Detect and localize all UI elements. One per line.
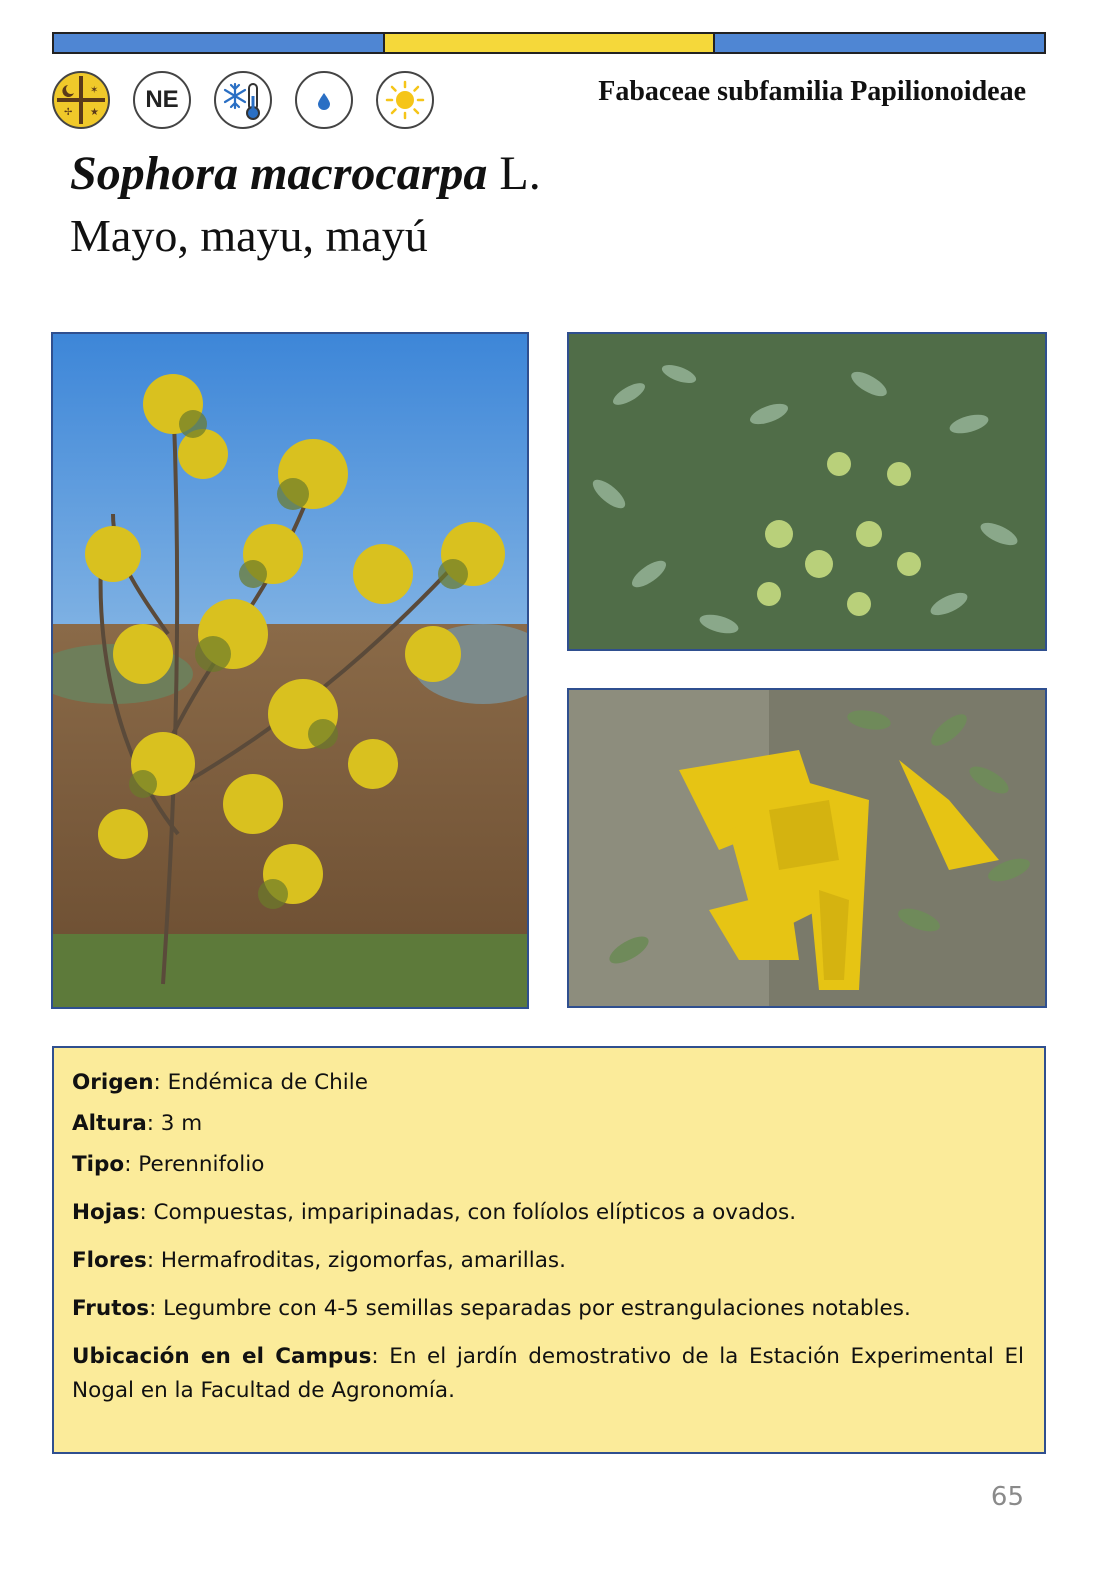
flowers-closeup-photo xyxy=(567,688,1047,1008)
color-bar-segment xyxy=(713,34,1044,52)
svg-text:✢: ✢ xyxy=(64,107,73,118)
info-altura xyxy=(72,1107,1024,1141)
info-label: Origen xyxy=(72,1070,154,1095)
species-info-box xyxy=(52,1046,1046,1454)
info-value: : Legumbre con 4-5 semillas separadas por estrangulaciones notables. xyxy=(149,1296,911,1321)
info-value: : En el jardín demostrativo de la Estación Experimental El Nogal en la Facultad de Agronomía. xyxy=(72,1344,1025,1403)
svg-text:✶: ✶ xyxy=(90,85,99,96)
info-label: Flores xyxy=(72,1248,147,1273)
info-tipo xyxy=(72,1148,1024,1182)
info-origen xyxy=(72,1066,1024,1100)
author-abbreviation: L. xyxy=(487,147,541,200)
color-bar-segment xyxy=(54,34,383,52)
info-value: : Perennifolio xyxy=(124,1152,265,1177)
conservation-status-label: NE xyxy=(145,86,179,113)
shrub-photo xyxy=(51,332,529,1009)
svg-text:★: ★ xyxy=(90,107,99,118)
family-heading: Fabaceae subfamilia Papilionoideae xyxy=(598,76,1026,107)
info-value: : Endémica de Chile xyxy=(153,1070,368,1095)
common-names: Mayo, mayu, mayú xyxy=(70,210,428,261)
water-drop-icon xyxy=(295,71,353,129)
icon-row xyxy=(52,70,457,130)
page-number: 65 xyxy=(990,1482,1024,1512)
info-label: Altura xyxy=(72,1111,147,1136)
conservation-status-badge xyxy=(133,71,191,129)
frost-tolerance-icon xyxy=(214,71,272,129)
info-value: : 3 m xyxy=(146,1111,203,1136)
color-bar-segment xyxy=(383,34,714,52)
sun-exposure-icon xyxy=(376,71,434,129)
info-label: Hojas xyxy=(72,1200,140,1225)
info-ubicacion xyxy=(72,1340,1024,1408)
info-value: : Hermafroditas, zigomorfas, amarillas. xyxy=(146,1248,566,1273)
info-label: Ubicación en el Campus xyxy=(72,1344,372,1369)
genus-species: Sophora macrocarpa xyxy=(70,147,488,200)
header-color-bar xyxy=(52,32,1046,54)
leaves-pods-photo xyxy=(567,332,1047,651)
info-label: Frutos xyxy=(72,1296,150,1321)
info-flores xyxy=(72,1244,1024,1278)
info-value: : Compuestas, imparipinadas, con folíolos elípticos a ovados. xyxy=(139,1200,797,1225)
info-label: Tipo xyxy=(72,1152,125,1177)
info-frutos xyxy=(72,1292,1024,1326)
info-hojas xyxy=(72,1196,1024,1230)
origin-compass-icon xyxy=(52,71,110,129)
scientific-name xyxy=(70,144,541,204)
